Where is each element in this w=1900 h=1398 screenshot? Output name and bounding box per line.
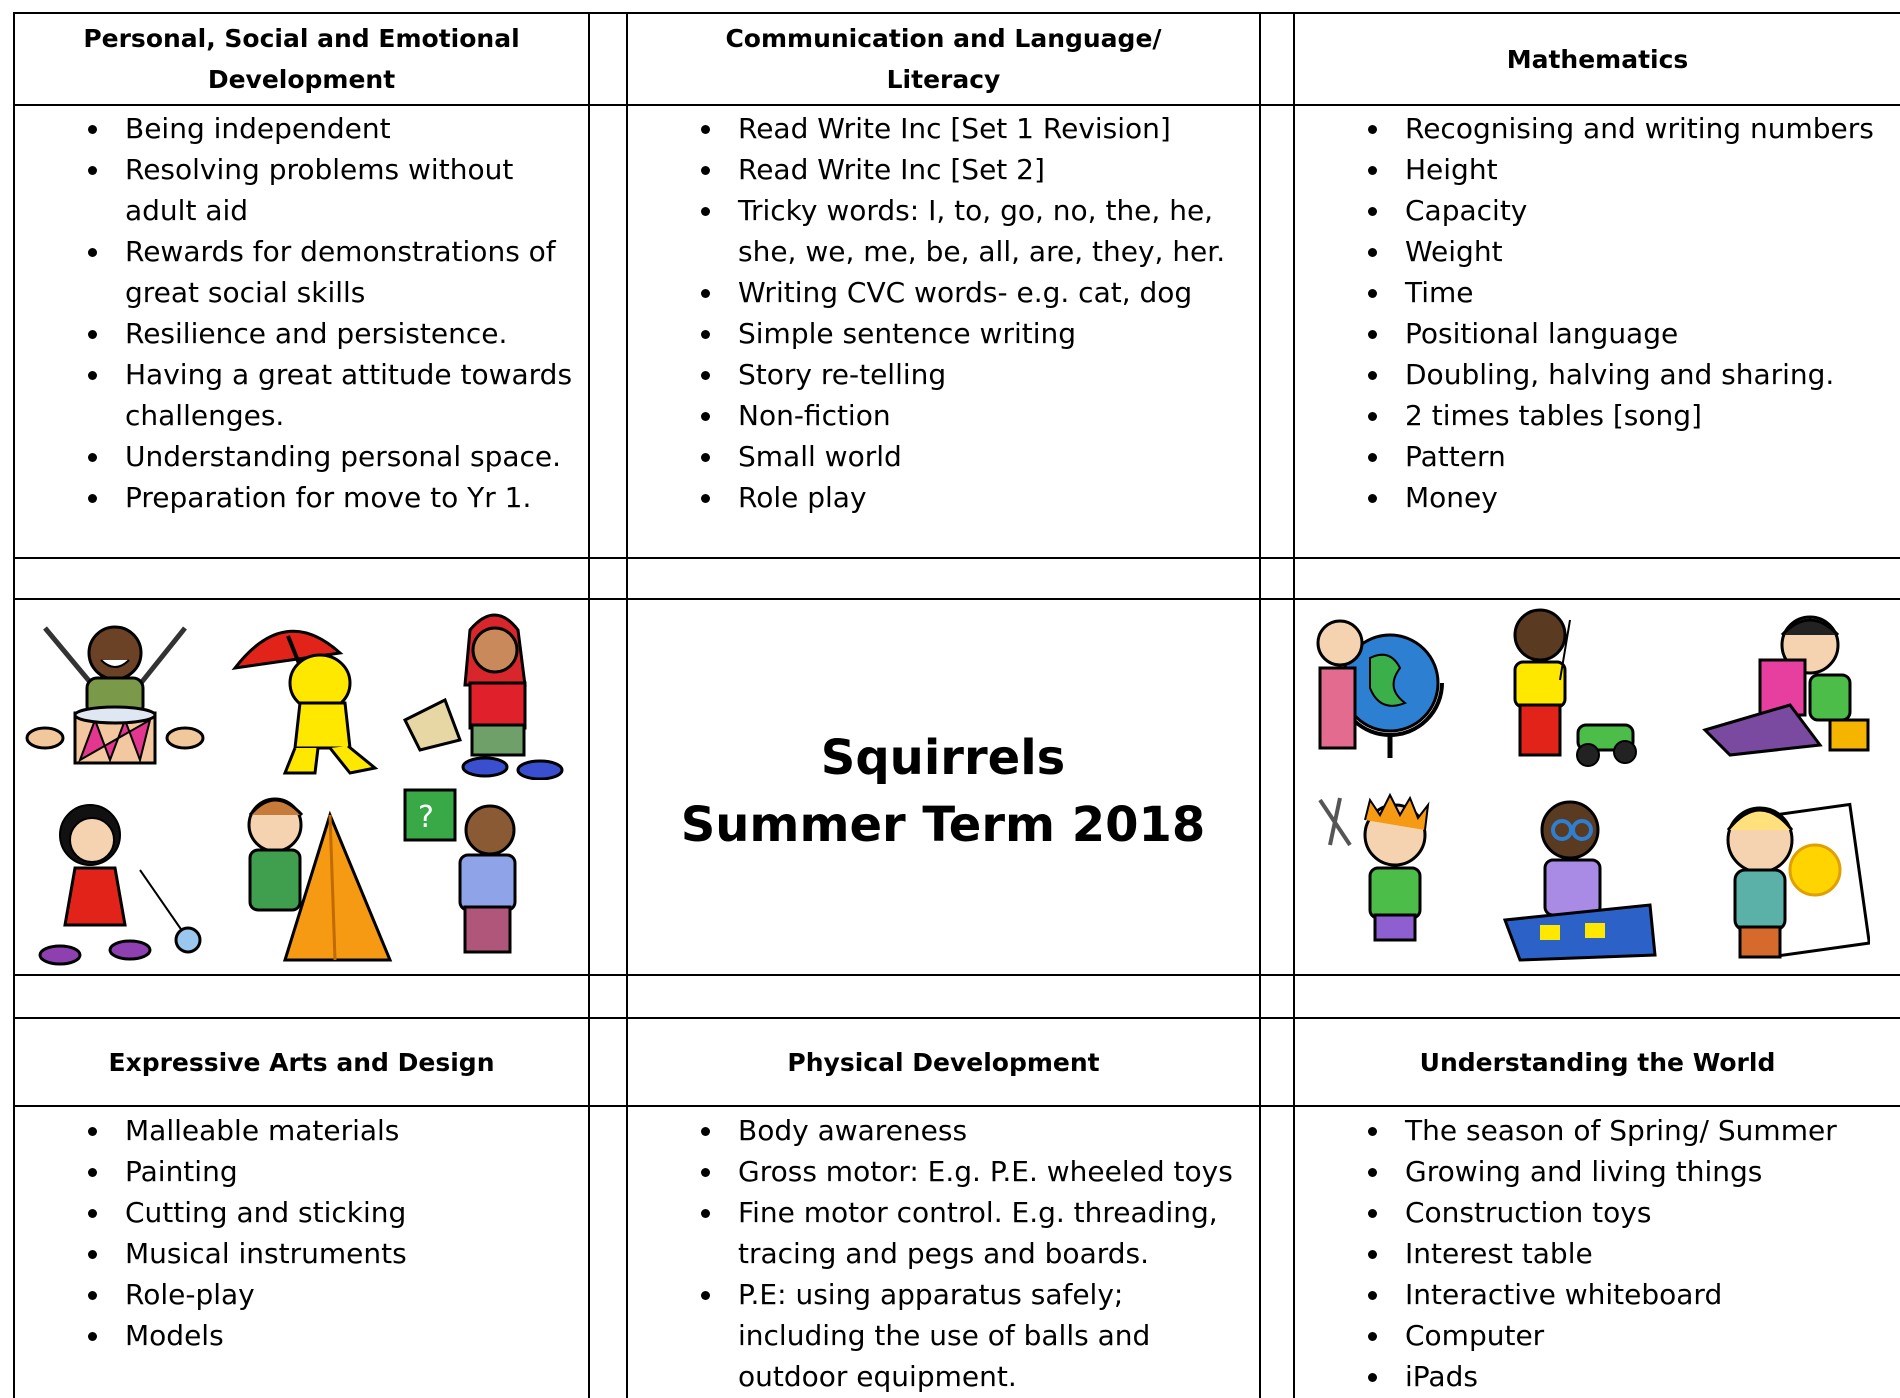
list-item: Understanding personal space. — [15, 436, 575, 477]
pse-heading-line2: Development — [207, 65, 396, 94]
child-remote-car-illustration — [1490, 600, 1650, 775]
list-item: Role-play — [15, 1274, 575, 1315]
maths-heading: Mathematics — [1506, 44, 1689, 74]
list-item: Interactive whiteboard — [1295, 1274, 1895, 1315]
child-puzzle-illustration — [1500, 795, 1660, 965]
utw-heading: Understanding the World — [1419, 1047, 1776, 1077]
list-item: Story re-telling — [628, 354, 1248, 395]
child-umbrella-illustration — [230, 608, 390, 778]
grid-line — [13, 557, 1900, 559]
grid-line — [13, 1105, 1900, 1107]
list-item: Malleable materials — [15, 1110, 575, 1151]
svg-text:?: ? — [418, 800, 434, 835]
cll-heading-line2: Literacy — [886, 65, 1001, 94]
list-item: 2 times tables [song] — [1295, 395, 1895, 436]
utw-list — [1295, 1110, 1895, 1397]
list-item: Painting — [15, 1151, 575, 1192]
list-item: Resilience and persistence. — [15, 313, 575, 354]
list-item: Simple sentence writing — [628, 313, 1248, 354]
child-box-illustration — [400, 785, 550, 970]
cll-list — [628, 108, 1248, 518]
ead-list — [15, 1110, 575, 1356]
list-item: Computer — [1295, 1315, 1895, 1356]
grid-line — [1259, 12, 1261, 1398]
child-reading-illustration — [1700, 605, 1870, 765]
pd-list — [628, 1110, 1248, 1397]
grid-line — [13, 974, 1900, 976]
list-item: Recognising and writing numbers — [1295, 108, 1895, 149]
child-yoyo-illustration — [30, 790, 210, 970]
grid-line — [588, 12, 590, 1398]
list-item: Gross motor: E.g. P.E. wheeled toys — [628, 1151, 1248, 1192]
list-item: Interest table — [1295, 1233, 1895, 1274]
list-item: Models — [15, 1315, 575, 1356]
child-bucket-illustration — [400, 605, 570, 780]
child-drummer-illustration — [25, 608, 205, 778]
list-item: Body awareness — [628, 1110, 1248, 1151]
list-item: Capacity — [1295, 190, 1895, 231]
list-item: Construction toys — [1295, 1192, 1895, 1233]
maths-list — [1295, 108, 1895, 518]
list-item: Non-fiction — [628, 395, 1248, 436]
pse-list — [15, 108, 575, 518]
page-title — [628, 725, 1258, 859]
list-item: Fine motor control. E.g. threading, tracing and pegs and boards. — [628, 1192, 1248, 1274]
list-item: Musical instruments — [15, 1233, 575, 1274]
child-sun-drawing-illustration — [1690, 795, 1870, 965]
cll-heading — [628, 14, 1259, 104]
list-item: Time — [1295, 272, 1895, 313]
pse-heading-line1: Personal, Social and Emotional — [83, 24, 520, 53]
list-item: Rewards for demonstrations of great social skills — [15, 231, 575, 313]
list-item: Read Write Inc [Set 1 Revision] — [628, 108, 1248, 149]
list-item: Tricky words: I, to, go, no, the, he, she, we, me, be, all, are, they, her. — [628, 190, 1248, 272]
list-item: Being independent — [15, 108, 575, 149]
child-globe-illustration — [1310, 608, 1450, 773]
child-tent-illustration — [230, 790, 400, 970]
list-item: Read Write Inc [Set 2] — [628, 149, 1248, 190]
list-item: Height — [1295, 149, 1895, 190]
child-scissors-illustration — [1310, 790, 1470, 965]
list-item: Money — [1295, 477, 1895, 518]
list-item: Small world — [628, 436, 1248, 477]
pd-heading: Physical Development — [787, 1047, 1100, 1077]
title-line2: Summer Term 2018 — [680, 797, 1206, 853]
list-item: Having a great attitude towards challenges. — [15, 354, 575, 436]
list-item: Preparation for move to Yr 1. — [15, 477, 575, 518]
list-item: Cutting and sticking — [15, 1192, 575, 1233]
grid-line — [13, 104, 1900, 106]
list-item: Growing and living things — [1295, 1151, 1895, 1192]
list-item: The season of Spring/ Summer — [1295, 1110, 1895, 1151]
title-line1: Squirrels — [820, 730, 1066, 786]
list-item: Role play — [628, 477, 1248, 518]
list-item: Doubling, halving and sharing. — [1295, 354, 1895, 395]
cll-heading-line1: Communication and Language/ — [725, 24, 1162, 53]
list-item: Writing CVC words- e.g. cat, dog — [628, 272, 1248, 313]
list-item: Positional language — [1295, 313, 1895, 354]
list-item: Weight — [1295, 231, 1895, 272]
list-item: Resolving problems without adult aid — [15, 149, 575, 231]
list-item: P.E: using apparatus safely; including the use of balls and outdoor equipment. — [628, 1274, 1248, 1397]
list-item: Pattern — [1295, 436, 1895, 477]
ead-heading: Expressive Arts and Design — [108, 1047, 495, 1077]
pse-heading — [15, 14, 588, 104]
list-item: iPads — [1295, 1356, 1895, 1397]
